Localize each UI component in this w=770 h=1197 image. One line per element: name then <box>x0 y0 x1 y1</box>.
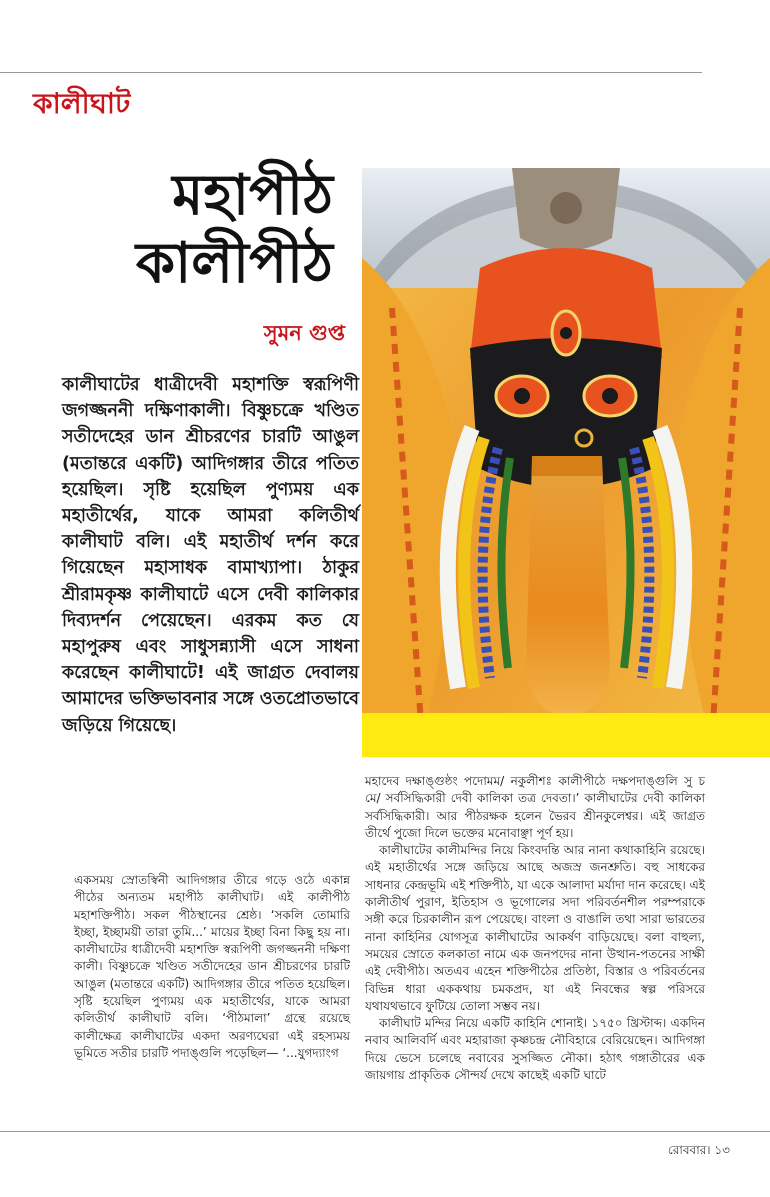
body-column-right <box>365 773 705 1084</box>
body-column-left <box>74 872 350 1062</box>
highlight-bar <box>362 713 770 757</box>
author-byline: সুমন গুপ্ত <box>263 321 345 345</box>
section-label: কালীঘাট <box>33 87 131 120</box>
body-right-paragraph-3: কালীঘাট মন্দির নিয়ে একটি কাহিনি শোনাই। ১৭৫০ খ্রিস্টাব্দ। একদিন নবাব আলিবর্দি এবং মহারাজা কৃষ্ণচন্দ্র নৌবিহারে বেরিয়েছেন। আদিগঙ্গা দিয়ে ভেসে চলেছে নবাবের সুসজ্জিত নৌকা। হঠাৎ গঙ্গাতীরের এক জায়গায় প্রাকৃতিক সৌন্দর্য দেখে কাছেই একটি ঘাটে <box>365 1016 705 1083</box>
lead-text: কালীঘাটের ধাত্রীদেবী মহাশক্তি স্বরূপিণী জগজ্জননী দক্ষিণাকালী। বিষ্ণুচক্রে খণ্ডিত সতীদেহের ডান শ্রীচরণের চারটি আঙুল (মতান্তরে একটি) আদিগঙ্গার তীরে পতিত হয়েছিল। সৃষ্টি হয়েছিল পুণ্যময় এক মহাতীর্থের, যাকে আমরা কলিতীর্থ কালীঘাট বলি। এই মহাতীর্থ দর্শন করে গিয়েছেন মহাসাধক বামাখ্যাপা। ঠাকুর শ্রীরামকৃষ্ণ কালীঘাটে এসে দেবী কালিকার দিব্যদর্শন পেয়েছেন। এরকম কত যে মহাপুরুষ এবং সাধুসন্ন্যাসী এসে সাধনা করেছেন কালীঘাটে! এই জাগ্রত দেবালয় আমাদের ভক্তিভাবনার সঙ্গে ওতপ্রোতভাবে জড়িয়ে গিয়েছে। <box>62 375 359 736</box>
top-rule <box>0 72 702 73</box>
bottom-rule <box>0 1131 770 1132</box>
lead-paragraph <box>62 372 359 739</box>
idol-photo <box>362 168 770 738</box>
headline-line-2: কালীপীঠ <box>135 231 333 296</box>
page-folio: রোববার। ১৩ <box>667 1143 730 1157</box>
headline-line-1: মহাপীঠ <box>172 163 333 228</box>
body-left-paragraph: একসময় স্রোতস্বিনী আদিগঙ্গার তীরে গড়ে ওঠে একান্ন পীঠের অন্যতম মহাপীঠ কালীঘাট। এই কালীপীঠ মহাশক্তিপীঠ। সকল পীঠস্থানের শ্রেষ্ঠ। ‘সকলি তোমারি ইচ্ছা, ইচ্ছাময়ী তারা তুমি...’ মায়ের ইচ্ছা বিনা কিছু হয় না। কালীঘাটের ধাত্রীদেবী মহাশক্তি স্বরূপিণী জগজ্জননী দক্ষিণা কালী। বিষ্ণুচক্রে খণ্ডিত সতীদেহের ডান শ্রীচরণের চারটি আঙুল (মতান্তরে একটি) আদিগঙ্গার তীরে পতিত হয়েছিল। সৃষ্টি হয়েছিল পুণ্যময় এক মহাতীর্থের, যাকে আমরা কলিতীর্থ কালীঘাট বলি। ‘পীঠমালা’ গ্রন্থে রয়েছে কালীক্ষেত্র কালীঘাটের একদা অরণ্যঘেরা এই রহস্যময় ভূমিতে সতীর চারটি পদাঙ্গুলি পড়েছিল— ‘...যুগদ্যাংগ <box>74 873 350 1060</box>
body-right-paragraph-1: মহাদেব দক্ষাঙ্গুষ্ঠং পদোমম/ নকুলীশঃ কালীপীঠে দক্ষপদাঙ্গুলি সু চ মে/ সর্বসিদ্ধিকারী দেবী কালিকা তত্র দেবতা।’ কালীঘাটের দেবী কালিকা সর্বসিদ্ধিকারী। আর পীঠরক্ষক হলেন ভৈরব শ্রীনকুলেশ্বর। এই জাগ্রত তীর্থে পুজো দিলে ভক্তের মনোবাঞ্ছা পূর্ণ হয়। <box>365 774 705 840</box>
body-right-paragraph-2: কালীঘাটের কালীমন্দির নিয়ে কিংবদন্তি আর নানা কথাকাহিনি রয়েছে। এই মহাতীর্থের সঙ্গে জড়িয়ে আছে অজস্র জনশ্রুতি। বহু সাধকের সাধনার কেন্দ্রভূমি এই শক্তিপীঠ, যা একে আলাদা মর্যাদা দান করেছে। এই কালীতীর্থ পুরাণ, ইতিহাস ও ভূগোলের সদা পরিবর্তনশীল পরম্পরাকে সঙ্গী করে চিরকালীন রূপ পেয়েছে। বাংলা ও বাঙালি তথা সারা ভারতের নানা কাহিনির যোগসূত্র কালীঘাটের আকর্ষণ বাড়িয়েছে। বলা বাহুল্য, সময়ের স্রোতে কলকাতা নামে এক জনপদের নানা উত্থান-পতনের সাক্ষী এই দেবীপীঠ। অতএব এহেন শক্তিপীঠের প্রতিষ্ঠা, বিস্তার ও পরিবর্তনের বিভিন্ন ধারা এককথায় চমকপ্রদ, যা এই নিবন্ধের স্বল্প পরিসরে যথাযথভাবে ফুটিয়ে তোলা সম্ভব নয়। <box>365 843 705 1013</box>
